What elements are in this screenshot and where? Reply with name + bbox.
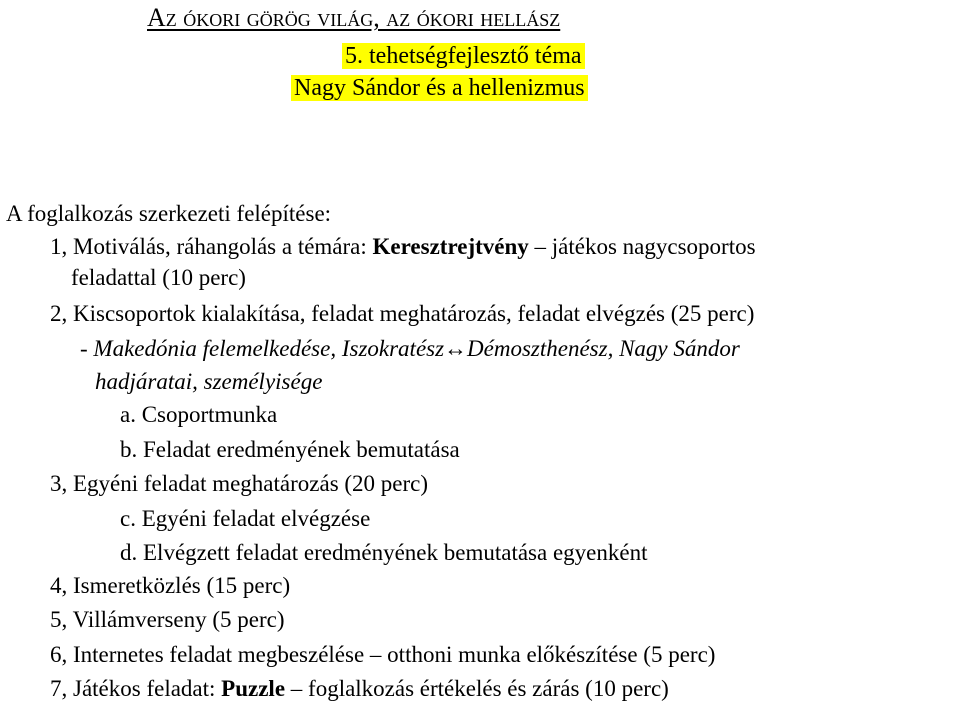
step-7-bold: Puzzle	[221, 676, 286, 701]
step-3-sub-c: c. Egyéni feladat elvégzése	[120, 506, 371, 531]
step-2-topic-line1: Makedónia felemelkedése, Iszokratész↔Démoszthenész, Nagy Sándor	[93, 336, 740, 361]
step-7-suffix: – foglalkozás értékelés és zárás (10 perc)	[285, 676, 669, 701]
step-2-sub-b: b. Feladat eredményének bemutatása	[120, 437, 460, 462]
subtitle-highlight-2: Nagy Sándor és a hellenizmus	[291, 75, 588, 101]
subtitle-topic-name	[291, 74, 588, 102]
structure-intro: A foglalkozás szerkezeti felépítése:	[6, 201, 332, 226]
step-4: 4, Ismeretközlés (15 perc)	[50, 573, 291, 598]
step-1-continuation: feladattal (10 perc)	[71, 265, 246, 290]
step-2-topic-line2: hadjáratai, személyisége	[95, 369, 323, 394]
page-title: Az ókori görög világ, az ókori hellász	[147, 3, 561, 32]
step-3: 3, Egyéni feladat meghatározás (20 perc)	[50, 471, 429, 496]
step-7	[50, 675, 669, 703]
step-1-bold: Keresztrejtvény	[372, 234, 529, 259]
step-6: 6, Internetes feladat megbeszélése – otthoni munka előkészítése (5 perc)	[50, 642, 716, 667]
step-1	[50, 233, 756, 261]
step-2-topic	[80, 335, 740, 363]
step-5: 5, Villámverseny (5 perc)	[50, 607, 285, 632]
step-3-sub-d: d. Elvégzett feladat eredményének bemutatása egyenként	[120, 540, 648, 565]
step-2-dash: -	[80, 336, 94, 361]
step-1-prefix: 1, Motiválás, ráhangolás a témára:	[50, 234, 373, 259]
step-2-sub-a: a. Csoportmunka	[120, 402, 278, 427]
step-7-prefix: 7, Játékos feladat:	[50, 676, 222, 701]
subtitle-highlight-1: 5. tehetségfejlesztő téma	[342, 43, 585, 69]
step-2: 2, Kiscsoportok kialakítása, feladat meghatározás, feladat elvégzés (25 perc)	[50, 301, 755, 326]
step-1-suffix: – játékos nagycsoportos	[528, 234, 756, 259]
subtitle-topic-number	[342, 42, 585, 70]
